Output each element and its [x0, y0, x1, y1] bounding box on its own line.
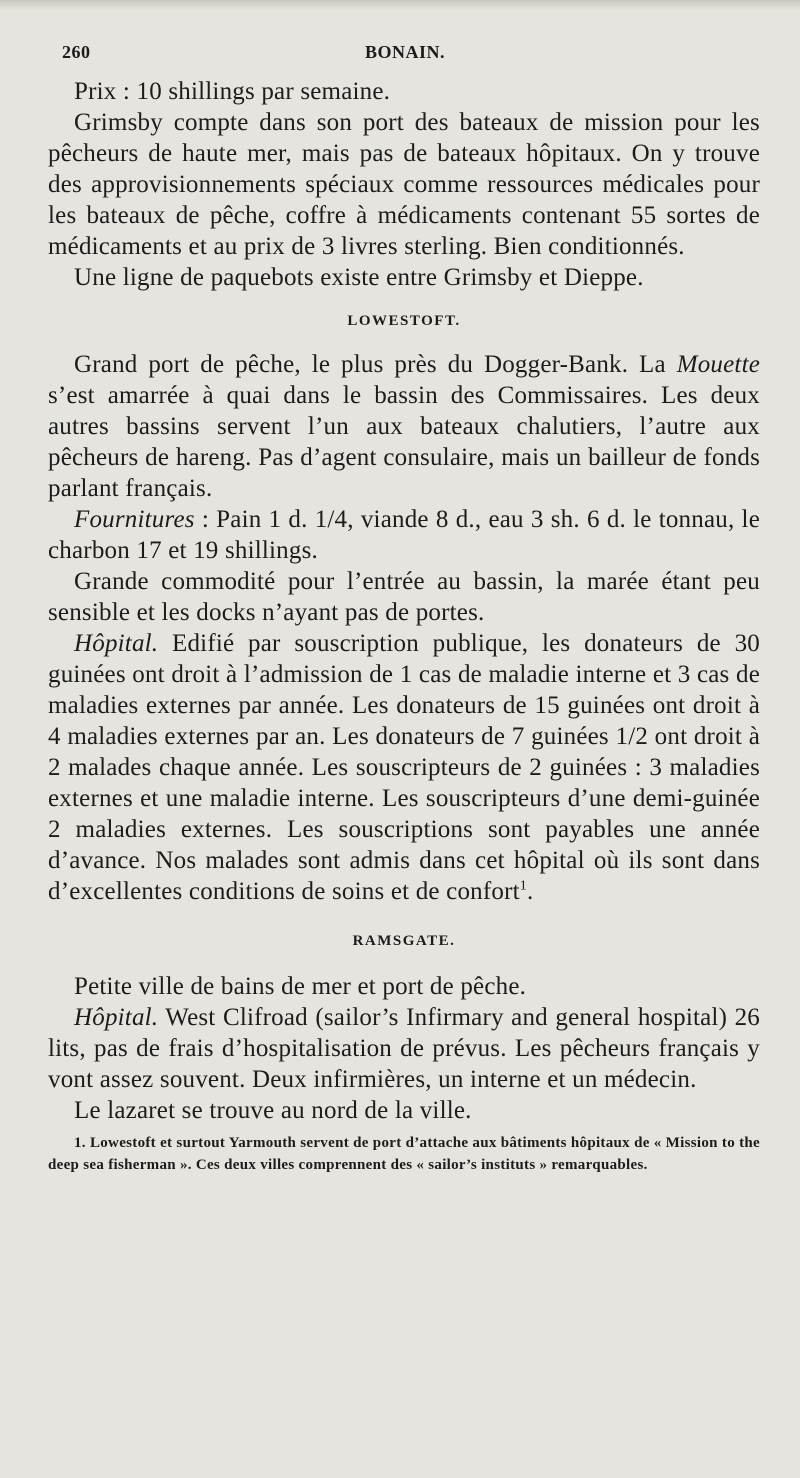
fournitures-label: Fournitures [74, 506, 195, 533]
hopital-text: Edifié par souscription publique, les donateurs de 30 guinées ont droit à l’admission de 1 cas de maladie interne et 3 cas de maladies externes par année. Les donateurs de 15 guinées ont droit à 4 maladies externes par an. Les donateurs de 7 guinées 1/2 ont droit à 2 malades chaque année. Les souscripteurs de 2 guinées : 3 maladies externes et une maladie interne. Les souscripteurs d’une demi-guinée 2 maladies externes. Les souscriptions sont payables une année d’avance. Nos malades sont admis dans cet hôpital où ils sont dans d’excellentes conditions de soins et de confort [48, 630, 760, 905]
paragraph-prix: Prix : 10 shillings par semaine. [74, 78, 391, 105]
paragraph-lazaret: Le lazaret se trouve au nord de la ville. [74, 1097, 472, 1124]
section-heading-lowestoft: LOWESTOFT. [347, 313, 461, 329]
section-heading-ramsgate: RAMSGATE. [352, 933, 456, 949]
paragraph-hopital-ramsgate [48, 1002, 760, 1095]
paragraph-petite-ville: Petite ville de bains de mer et port de pêche. [74, 973, 527, 1000]
footnote-reference: 1 [519, 878, 527, 894]
paragraph-grand-port [48, 349, 760, 504]
ship-name-mouette: Mouette [676, 351, 761, 378]
hopital-text-end: . [526, 878, 534, 905]
paragraph-grimsby: Grimsby compte dans son port des bateaux de mission pour les pêcheurs de haute mer, mais pas de bateaux hôpitaux. On y trouve des approvisionnements spéciaux comme ressources médicales pour les bateaux de pêche, coffre à médicaments contenant 55 sortes de médicaments et au prix de 3 livres sterling. Bien conditionnés. [48, 109, 760, 260]
hopital-label: Hôpital. [74, 630, 159, 657]
grand-port-text-a: Grand port de pêche, le plus près du Dogger-Bank. La [74, 351, 666, 378]
hopital2-label: Hôpital. [74, 1004, 159, 1031]
running-title: BONAIN. [364, 42, 445, 62]
paragraph-fournitures [48, 504, 760, 566]
page-top-edge [0, 0, 800, 10]
page-number: 260 [62, 42, 91, 62]
paragraph-commodite: Grande commodité pour l’entrée au bassin, la marée étant peu sensible et les docks n’ayant pas de portes. [48, 568, 760, 626]
paragraph-ligne-paquebots: Une ligne de paquebots existe entre Grimsby et Dieppe. [74, 264, 644, 291]
hopital2-text: West Clifroad (sailor’s Infirmary and general hospital) 26 lits, pas de frais d’hospitalisation de prévus. Les pêcheurs français y vont assez souvent. Deux infirmières, un interne et un médecin. [48, 1004, 760, 1093]
fournitures-text: : Pain 1 d. 1/4, viande 8 d., eau 3 sh. 6 d. le tonnau, le charbon 17 et 19 shillings. [48, 506, 760, 564]
paragraph-hopital-lowestoft [48, 628, 760, 907]
page-body [48, 76, 760, 1176]
grand-port-text-b: s’est amarrée à quai dans le bassin des Commissaires. Les deux autres bassins servent l’un aux bateaux chalutiers, l’autre aux pêcheurs de hareng. Pas d’agent consulaire, mais un bailleur de fonds parlant français. [48, 382, 760, 502]
footnote: 1. Lowestoft et surtout Yarmouth servent de port d’attache aux bâtiments hôpitaux de « Mission to the deep sea fisherman ». Ces deux villes comprennent des « sailor’s instituts » remarquables. [48, 1135, 760, 1173]
page-header [62, 42, 748, 72]
